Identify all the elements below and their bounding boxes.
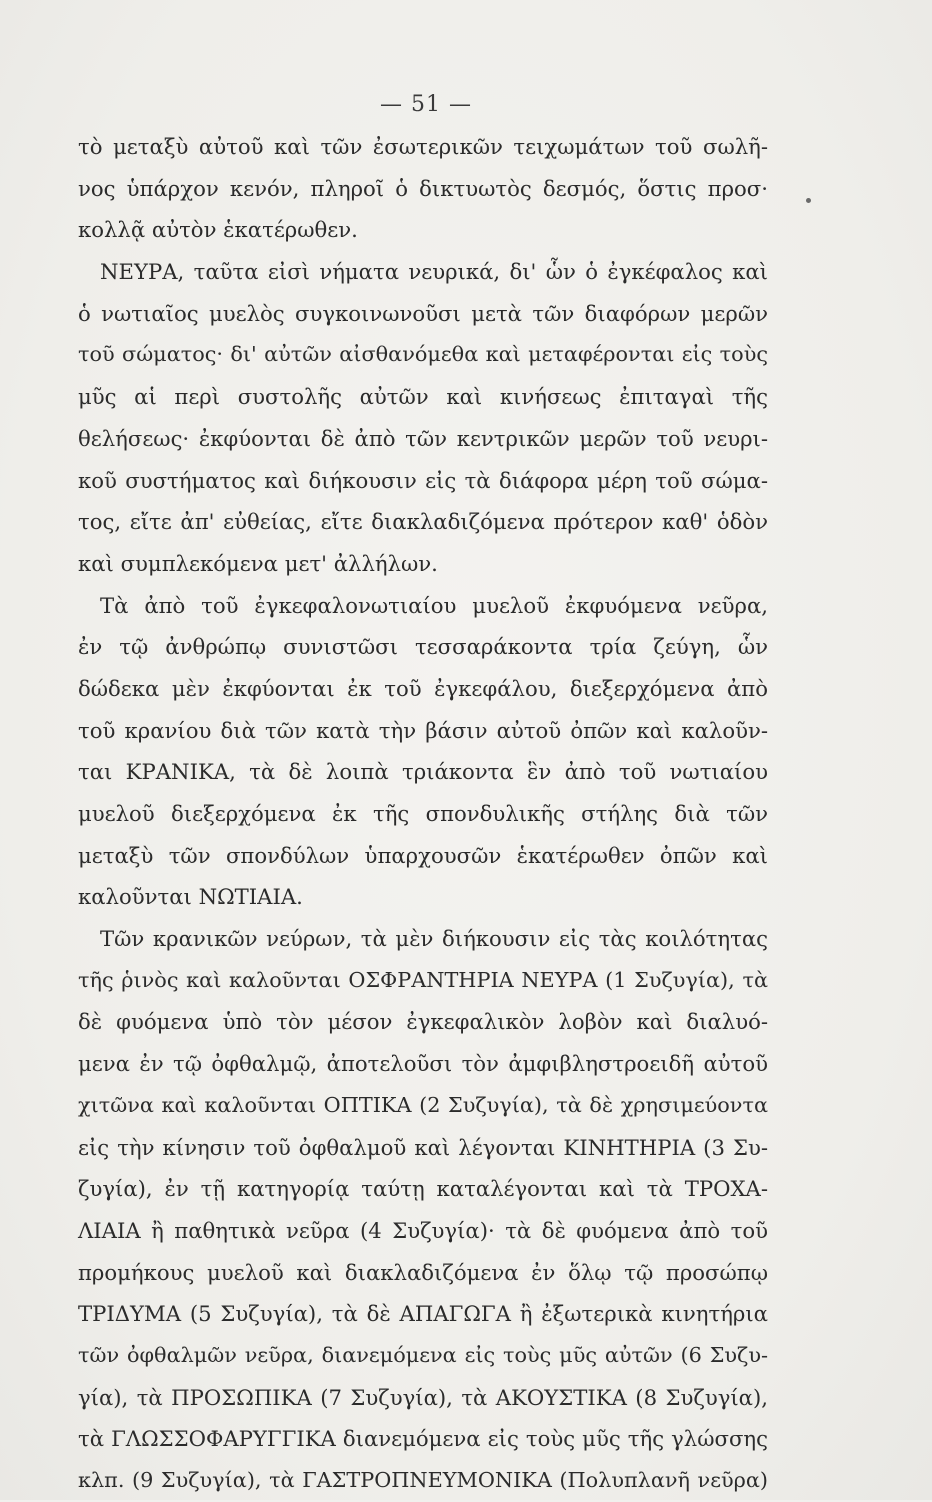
text-line: κοῦ συστήματος καὶ διήκουσιν εἰς τὰ διάφορα μέρη τοῦ σώμα-	[78, 467, 768, 493]
text-line: τοῦ σώματος· δι' αὐτῶν αἰσθανόμεθα καὶ μεταφέρονται εἰς τοὺς	[78, 342, 768, 367]
text-line: εἰς τὴν κίνησιν τοῦ ὀφθαλμοῦ καὶ λέγονται ΚΙΝΗΤΗΡΙΑ (3 Συ-	[78, 1134, 768, 1160]
page-number: — 51 —	[380, 92, 472, 117]
text-line: δώδεκα μὲν ἐκφύονται ἐκ τοῦ ἐγκεφάλου, διεξερχόμενα ἀπὸ	[78, 675, 768, 701]
text-line: ΝΕΥΡΑ, ταῦτα εἰσὶ νήματα νευρικά, δι' ὧν ὁ ἐγκέφαλος καὶ	[100, 259, 768, 285]
text-line: καὶ συμπλεκόμενα μετ' ἀλλήλων.	[78, 550, 438, 576]
text-line: κλπ. (9 Συζυγία), τὰ ΓΑΣΤΡΟΠΝΕΥΜΟΝΙΚΑ (Πολυπλανῆ νεῦρα)	[78, 1468, 768, 1492]
text-line: μενα ἐν τῷ ὀφθαλμῷ, ἀποτελοῦσι τὸν ἀμφιβληστροειδῆ αὐτοῦ	[78, 1051, 768, 1077]
text-line: ΛΙΑΙΑ ἢ παθητικὰ νεῦρα (4 Συζυγία)· τὰ δὲ φυόμενα ἀπὸ τοῦ	[78, 1217, 768, 1243]
ink-speck	[806, 198, 811, 203]
text-line: ται ΚΡΑΝΙΚΑ, τὰ δὲ λοιπὰ τριάκοντα ἓν ἀπὸ τοῦ νωτιαίου	[78, 759, 768, 785]
text-line: μεταξὺ τῶν σπονδύλων ὑπαρχουσῶν ἑκατέρωθεν ὀπῶν καὶ	[78, 842, 768, 868]
text-line: καλοῦνται ΝΩΤΙΑΙΑ.	[78, 884, 303, 910]
text-line: ἐν τῷ ἀνθρώπῳ συνιστῶσι τεσσαράκοντα τρία ζεύγη, ὧν	[78, 634, 768, 660]
text-line: τῆς ῥινὸς καὶ καλοῦνται ΟΣΦΡΑΝΤΗΡΙΑ ΝΕΥΡΑ (1 Συζυγία), τὰ	[78, 967, 768, 992]
text-line: δὲ φυόμενα ὑπὸ τὸν μέσον ἐγκεφαλικὸν λοβὸν καὶ διαλυό-	[78, 1009, 768, 1035]
text-line: ΤΡΙΔΥΜΑ (5 Συζυγία), τὰ δὲ ΑΠΑΓΩΓΑ ἢ ἐξωτερικὰ κινητήρια	[78, 1301, 768, 1327]
text-line: ὁ νωτιαῖος μυελὸς συγκοινωνοῦσι μετὰ τῶν διαφόρων μερῶν	[78, 300, 768, 326]
text-line: κολλᾷ αὐτὸν ἑκατέρωθεν.	[78, 217, 358, 243]
text-line: τοῦ κρανίου διὰ τῶν κατὰ τὴν βάσιν αὐτοῦ ὀπῶν καὶ καλοῦν-	[78, 717, 768, 743]
text-line: μυελοῦ διεξερχόμενα ἐκ τῆς σπονδυλικῆς στήλης διὰ τῶν	[78, 801, 768, 826]
text-line: Τὰ ἀπὸ τοῦ ἐγκεφαλονωτιαίου μυελοῦ ἐκφυόμενα νεῦρα,	[100, 592, 768, 618]
text-line: τῶν ὀφθαλμῶν νεῦρα, διανεμόμενα εἰς τοὺς μῦς αὐτῶν (6 Συζυ-	[78, 1342, 768, 1367]
text-line: μῦς αἱ περὶ συστολῆς αὐτῶν καὶ κινήσεως ἐπιταγαὶ τῆς	[78, 384, 768, 410]
body-text	[78, 126, 768, 1502]
text-line: θελήσεως· ἐκφύονται δὲ ἀπὸ τῶν κεντρικῶν μερῶν τοῦ νευρι-	[78, 425, 768, 451]
text-line: νος ὑπάρχον κενόν, πληροῖ ὁ δικτυωτὸς δεσμός, ὅστις προσ·	[78, 175, 768, 201]
text-line: τος, εἴτε ἀπ' εὐθείας, εἴτε διακλαδιζόμενα πρότερον καθ' ὁδὸν	[78, 509, 768, 535]
text-line: προμήκους μυελοῦ καὶ διακλαδιζόμενα ἐν ὅλῳ τῷ προσώπῳ	[78, 1259, 768, 1285]
text-line: τὰ ΓΛΩΣΣΟΦΑΡΥΓΓΙΚΑ διανεμόμενα εἰς τοὺς μῦς τῆς γλώσσης	[78, 1426, 768, 1452]
text-line: τὸ μεταξὺ αὐτοῦ καὶ τῶν ἐσωτερικῶν τειχωμάτων τοῦ σωλῆ-	[78, 134, 768, 159]
text-line: Τῶν κρανικῶν νεύρων, τὰ μὲν διήκουσιν εἰς τὰς κοιλότητας	[100, 926, 768, 952]
text-line: γία), τὰ ΠΡΟΣΩΠΙΚΑ (7 Συζυγία), τὰ ΑΚΟΥΣΤΙΚΑ (8 Συζυγία),	[78, 1384, 768, 1410]
text-line: χιτῶνα καὶ καλοῦνται ΟΠΤΙΚΑ (2 Συζυγία), τὰ δὲ χρησιμεύοντα	[78, 1092, 768, 1117]
text-line: ζυγία), ἐν τῇ κατηγορίᾳ ταύτῃ καταλέγονται καὶ τὰ ΤΡΟΧΑ-	[78, 1176, 768, 1202]
